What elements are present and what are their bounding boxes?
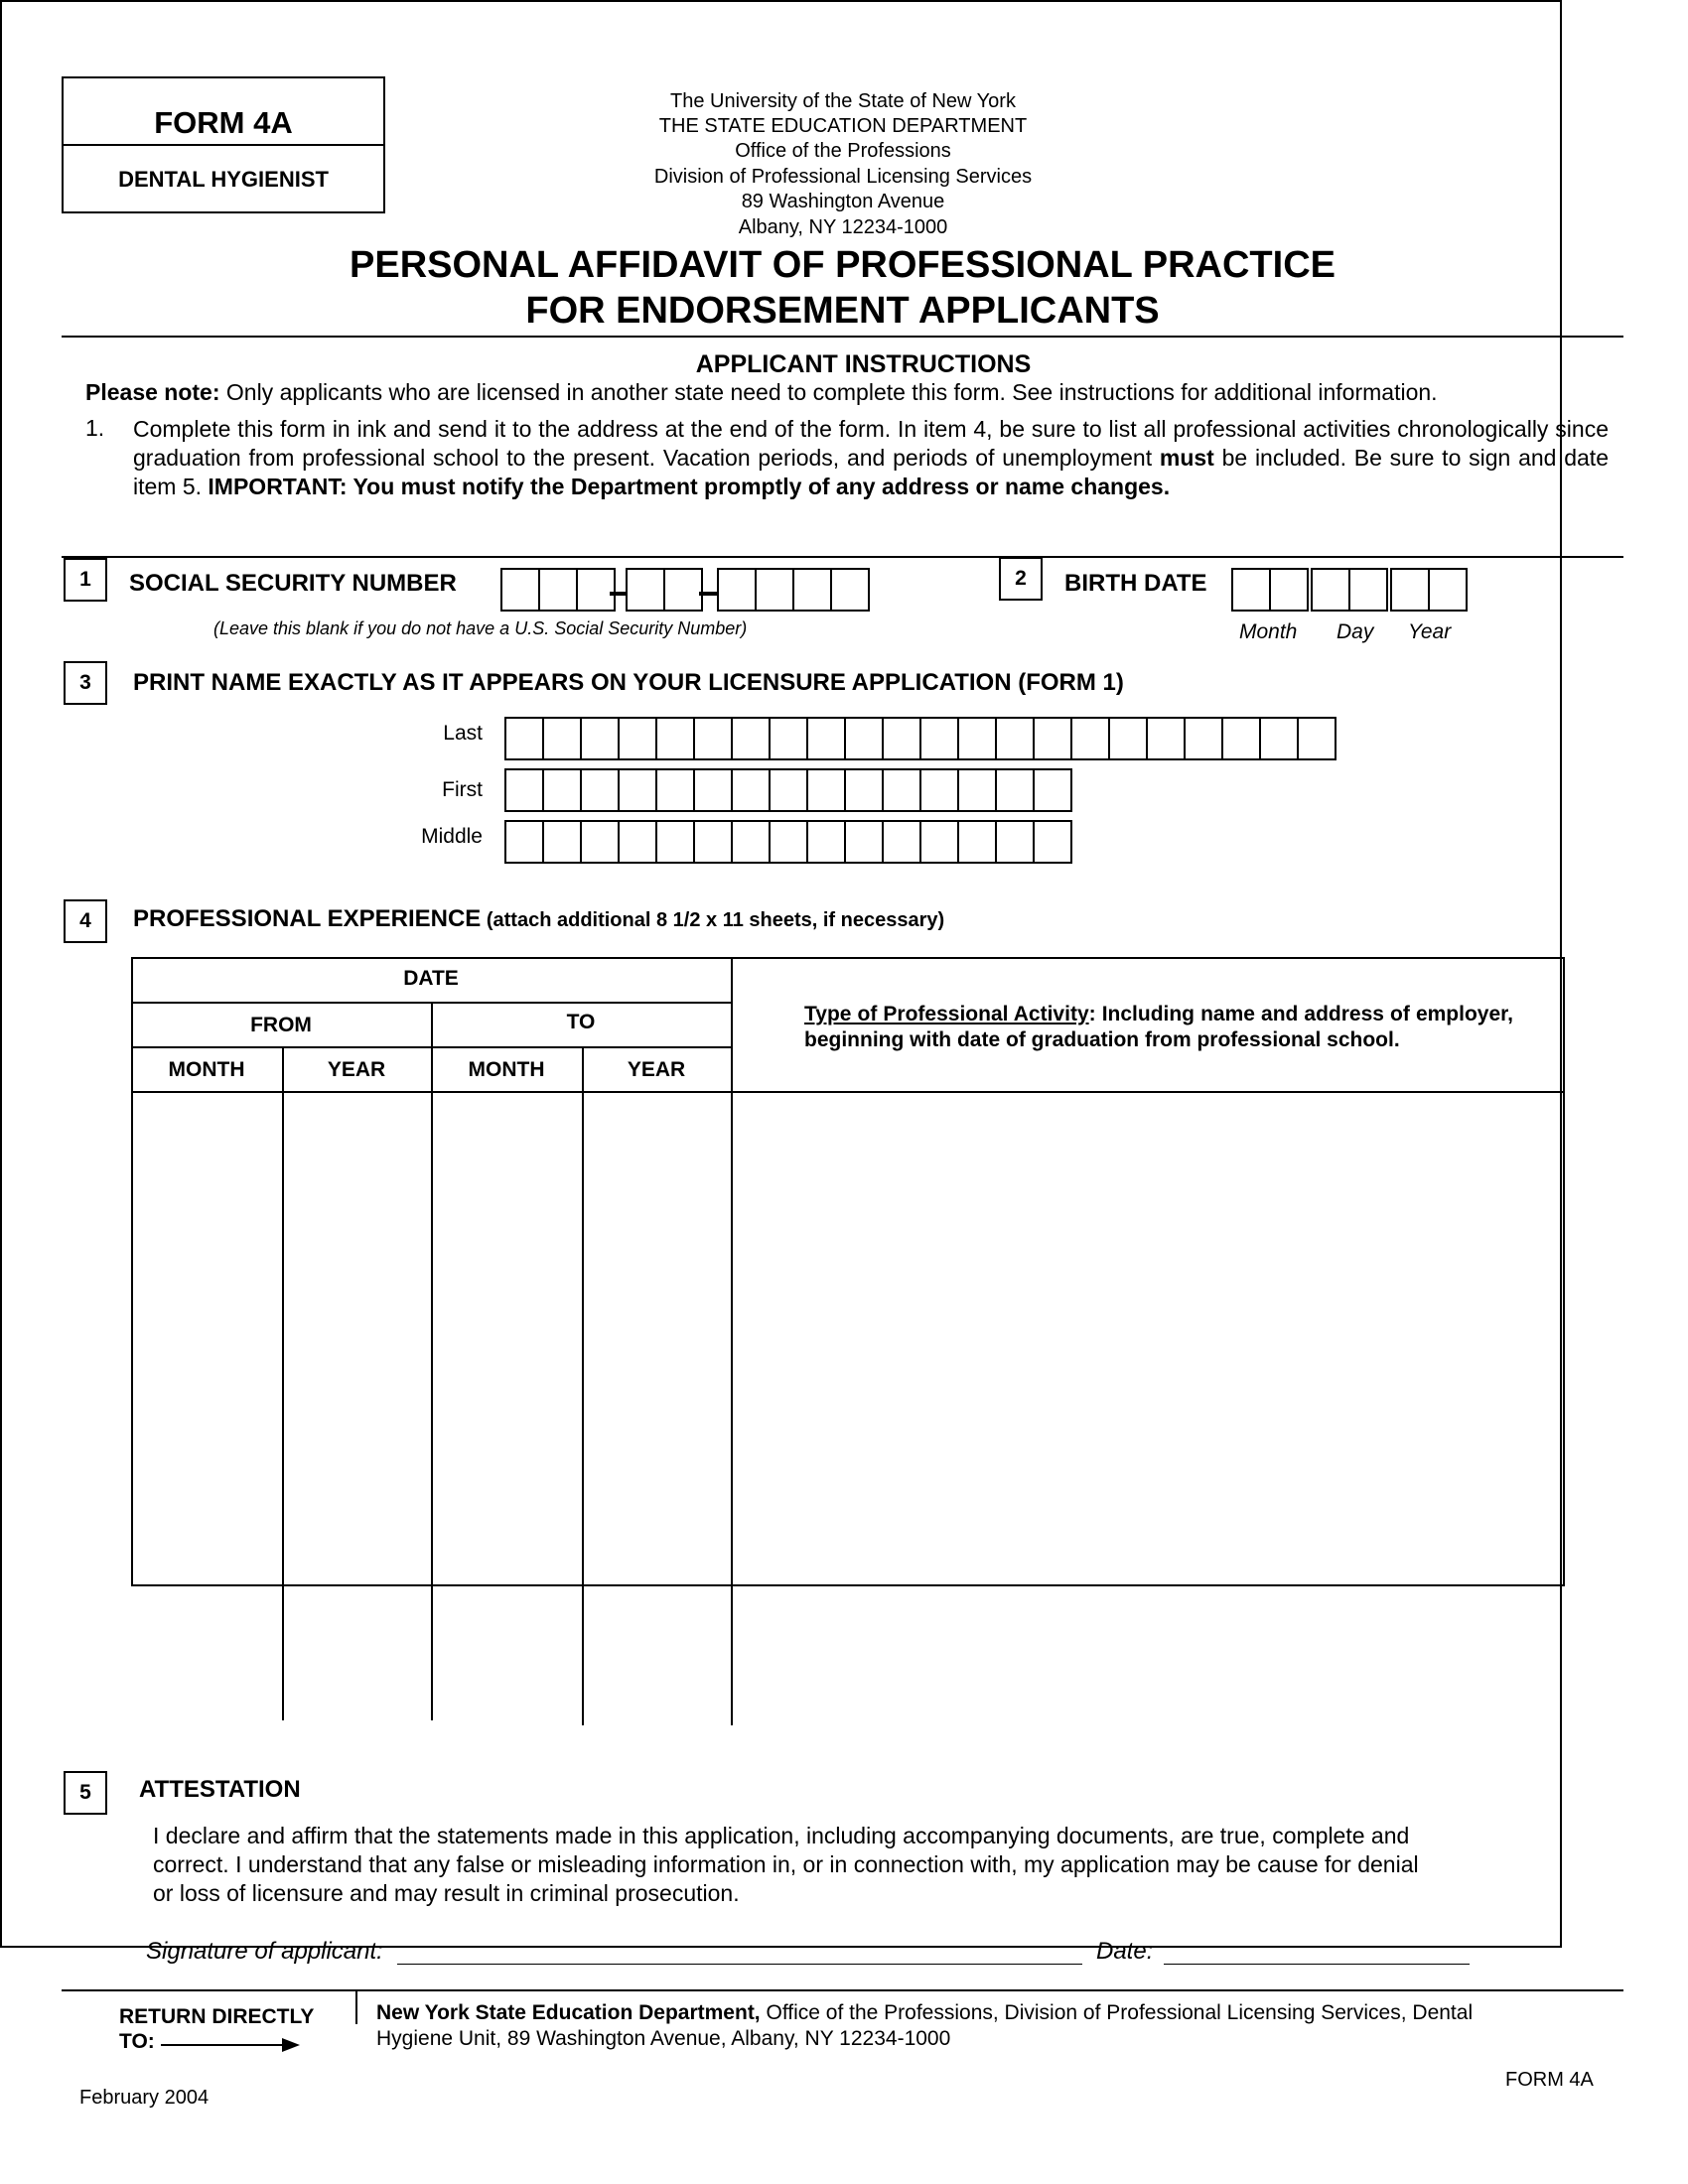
first-name-char-box[interactable] xyxy=(882,768,921,812)
last-name-char-box[interactable] xyxy=(769,717,808,760)
last-name-char-box[interactable] xyxy=(957,717,997,760)
experience-label xyxy=(133,905,944,933)
experience-note: (attach additional 8 1/2 x 11 sheets, if necessary) xyxy=(481,909,945,931)
signature-label-text: Signature of applicant xyxy=(146,1938,377,1965)
first-name-char-box[interactable] xyxy=(1033,768,1072,812)
activity-header-text: : Including name and address of employer, beginning with date of graduation from professional school. xyxy=(804,1003,1513,1051)
attestation-line1: I declare and affirm that the statements made in this application, including accompanying documents, are true, complete and xyxy=(153,1823,1410,1848)
to-year-entry[interactable] xyxy=(584,1093,729,1721)
last-name-char-box[interactable] xyxy=(542,717,582,760)
ssn-digit-box[interactable] xyxy=(663,568,703,612)
first-name-char-box[interactable] xyxy=(919,768,959,812)
section-2-number: 2 xyxy=(999,557,1043,601)
last-name-char-box[interactable] xyxy=(1259,717,1299,760)
middle-name-char-box[interactable] xyxy=(1033,820,1072,864)
ssn-digit-box[interactable] xyxy=(626,568,665,612)
agency-line6: Albany, NY 12234-1000 xyxy=(738,216,948,238)
last-name-char-box[interactable] xyxy=(693,717,733,760)
to-month-entry[interactable] xyxy=(433,1093,580,1721)
birth-year-box[interactable] xyxy=(1428,568,1468,612)
middle-name-char-box[interactable] xyxy=(995,820,1035,864)
instructions-item xyxy=(133,415,1609,501)
from-month-entry[interactable] xyxy=(133,1093,280,1721)
last-name-char-box[interactable] xyxy=(882,717,921,760)
activity-header xyxy=(804,1002,1513,1053)
section-4-number: 4 xyxy=(64,899,107,943)
item-must: must xyxy=(1159,445,1214,471)
last-name-char-box[interactable] xyxy=(844,717,884,760)
profession: DENTAL HYGIENIST xyxy=(118,167,329,192)
return-label-line2: TO: xyxy=(119,2030,155,2053)
section-5-number: 5 xyxy=(64,1771,107,1815)
last-name-char-box[interactable] xyxy=(504,717,544,760)
first-name-char-box[interactable] xyxy=(957,768,997,812)
last-name-char-box[interactable] xyxy=(1221,717,1261,760)
first-name-char-box[interactable] xyxy=(693,768,733,812)
first-name-char-box[interactable] xyxy=(844,768,884,812)
last-name-char-box[interactable] xyxy=(1033,717,1072,760)
last-name-char-box[interactable] xyxy=(1297,717,1336,760)
last-name-char-box[interactable] xyxy=(1184,717,1223,760)
last-name-char-box[interactable] xyxy=(1146,717,1186,760)
footer-form-id: FORM 4A xyxy=(1505,2069,1594,2091)
return-dept: New York State Education Department, xyxy=(376,2001,761,2024)
first-name-char-box[interactable] xyxy=(542,768,582,812)
experience-title: PROFESSIONAL EXPERIENCE xyxy=(133,905,482,932)
name-label: PRINT NAME EXACTLY AS IT APPEARS ON YOUR LICENSURE APPLICATION (FORM 1) xyxy=(133,669,1124,696)
birth-date-label: BIRTH DATE xyxy=(1064,570,1207,597)
middle-name-char-box[interactable] xyxy=(957,820,997,864)
middle-name-char-box[interactable] xyxy=(806,820,846,864)
middle-name-char-box[interactable] xyxy=(580,820,620,864)
birth-day-box[interactable] xyxy=(1348,568,1388,612)
last-name-char-box[interactable] xyxy=(618,717,657,760)
last-name-label: Last xyxy=(443,722,483,745)
to-header: TO xyxy=(566,1011,596,1033)
form-title-line2: FOR ENDORSEMENT APPLICANTS xyxy=(525,290,1160,332)
middle-name-char-box[interactable] xyxy=(919,820,959,864)
activity-entry[interactable] xyxy=(735,1093,1563,1721)
middle-name-char-box[interactable] xyxy=(655,820,695,864)
last-name-char-box[interactable] xyxy=(806,717,846,760)
middle-name-char-box[interactable] xyxy=(618,820,657,864)
last-name-char-box[interactable] xyxy=(580,717,620,760)
middle-name-char-box[interactable] xyxy=(844,820,884,864)
last-name-boxes[interactable] xyxy=(504,717,1335,760)
item-important: IMPORTANT: You must notify the Department promptly of any address or name changes. xyxy=(208,474,1171,499)
birth-year-caption: Year xyxy=(1408,620,1452,643)
birth-day[interactable] xyxy=(1311,568,1386,612)
ssn-digit-box[interactable] xyxy=(717,568,757,612)
from-year-entry[interactable] xyxy=(284,1093,429,1721)
last-name-char-box[interactable] xyxy=(1070,717,1110,760)
middle-name-char-box[interactable] xyxy=(504,820,544,864)
first-name-char-box[interactable] xyxy=(769,768,808,812)
form-title-line1: PERSONAL AFFIDAVIT OF PROFESSIONAL PRACTICE xyxy=(350,244,1336,286)
middle-name-boxes[interactable] xyxy=(504,820,1070,864)
middle-name-char-box[interactable] xyxy=(542,820,582,864)
agency-line5: 89 Washington Avenue xyxy=(741,191,945,212)
first-name-char-box[interactable] xyxy=(618,768,657,812)
item-text-b: be included. Be sure to sign and date item 5. xyxy=(133,445,1609,499)
birth-day-box[interactable] xyxy=(1311,568,1350,612)
last-name-char-box[interactable] xyxy=(731,717,771,760)
ssn-digit-box[interactable] xyxy=(576,568,616,612)
ssn-digit-box[interactable] xyxy=(755,568,794,612)
agency-line1: The University of the State of New York xyxy=(670,90,1016,112)
middle-name-char-box[interactable] xyxy=(882,820,921,864)
instructions-item-num: 1. xyxy=(85,415,105,441)
middle-name-char-box[interactable] xyxy=(731,820,771,864)
ssn-hint: (Leave this blank if you do not have a U.S. Social Security Number) xyxy=(213,618,748,638)
attestation-line2: correct. I understand that any false or misleading information in, or in connection with, my application may be cause for denial xyxy=(153,1851,1419,1877)
section-3-number: 3 xyxy=(64,661,107,705)
note-text: Only applicants who are licensed in another state need to complete this form. See instructions for additional information. xyxy=(219,379,1438,405)
date-line[interactable] xyxy=(1164,1964,1470,1965)
date-header: DATE xyxy=(403,967,459,990)
form-id: FORM 4A xyxy=(154,105,293,140)
first-name-boxes[interactable] xyxy=(504,768,1070,812)
from-header: FROM xyxy=(250,1014,312,1036)
attestation-line3: or loss of licensure and may result in criminal prosecution. xyxy=(153,1880,740,1906)
agency-line2: THE STATE EDUCATION DEPARTMENT xyxy=(658,115,1028,137)
attestation-label: ATTESTATION xyxy=(139,1776,301,1803)
birth-month-box[interactable] xyxy=(1231,568,1271,612)
instructions-note xyxy=(85,379,1438,406)
birth-month-caption: Month xyxy=(1239,620,1298,643)
first-name-char-box[interactable] xyxy=(806,768,846,812)
middle-name-label: Middle xyxy=(421,825,483,848)
ssn-digit-box[interactable] xyxy=(500,568,540,612)
from-month-header: MONTH xyxy=(168,1058,245,1081)
first-name-char-box[interactable] xyxy=(995,768,1035,812)
return-address-line2: Hygiene Unit, 89 Washington Avenue, Albany, NY 12234-1000 xyxy=(376,2027,951,2050)
middle-name-char-box[interactable] xyxy=(693,820,733,864)
activity-header-label: Type of Professional Activity xyxy=(804,1003,1089,1025)
signature-line[interactable] xyxy=(397,1964,1082,1965)
date-label: Date: xyxy=(1096,1938,1154,1965)
birth-day-caption: Day xyxy=(1336,620,1374,643)
middle-name-char-box[interactable] xyxy=(769,820,808,864)
birth-month[interactable] xyxy=(1231,568,1307,612)
to-year-header: YEAR xyxy=(627,1058,686,1081)
agency-line4: Division of Professional Licensing Services xyxy=(653,166,1033,188)
from-year-header: YEAR xyxy=(327,1058,386,1081)
agency-line3: Office of the Professions xyxy=(735,140,951,162)
last-name-char-box[interactable] xyxy=(995,717,1035,760)
instructions-heading: APPLICANT INSTRUCTIONS xyxy=(695,350,1032,378)
first-name-label: First xyxy=(442,778,483,801)
birth-month-box[interactable] xyxy=(1269,568,1309,612)
ssn-part2[interactable] xyxy=(626,568,701,612)
birth-year[interactable] xyxy=(1390,568,1466,612)
ssn-digit-box[interactable] xyxy=(830,568,870,612)
first-name-char-box[interactable] xyxy=(731,768,771,812)
ssn-digit-box[interactable] xyxy=(792,568,832,612)
signature-label: Signature of applicant: xyxy=(146,1938,383,1965)
to-month-header: MONTH xyxy=(468,1058,545,1081)
return-label-line1: RETURN DIRECTLY xyxy=(119,2005,315,2028)
last-name-char-box[interactable] xyxy=(1108,717,1148,760)
ssn-digit-box[interactable] xyxy=(538,568,578,612)
birth-year-box[interactable] xyxy=(1390,568,1430,612)
footer-date: February 2004 xyxy=(79,2087,210,2109)
last-name-char-box[interactable] xyxy=(919,717,959,760)
return-address-line1 xyxy=(376,2001,1473,2025)
first-name-char-box[interactable] xyxy=(504,768,544,812)
ssn-part3[interactable] xyxy=(717,568,868,612)
section-1-number: 1 xyxy=(64,558,107,602)
first-name-char-box[interactable] xyxy=(655,768,695,812)
ssn-label: SOCIAL SECURITY NUMBER xyxy=(129,570,457,597)
ssn-part1[interactable] xyxy=(500,568,614,612)
return-address-text1: Office of the Professions, Division of Professional Licensing Services, Dental xyxy=(760,2001,1474,2024)
note-label: Please note: xyxy=(85,379,220,405)
item-text-a: Complete this form in ink and send it to the address at the end of the form. In item 4, be sure to list all professional activities chronologically since graduation from professional school to the present. Vacation periods, and periods of unemployment xyxy=(133,416,1609,471)
arrow-icon xyxy=(161,2037,300,2053)
last-name-char-box[interactable] xyxy=(655,717,695,760)
first-name-char-box[interactable] xyxy=(580,768,620,812)
